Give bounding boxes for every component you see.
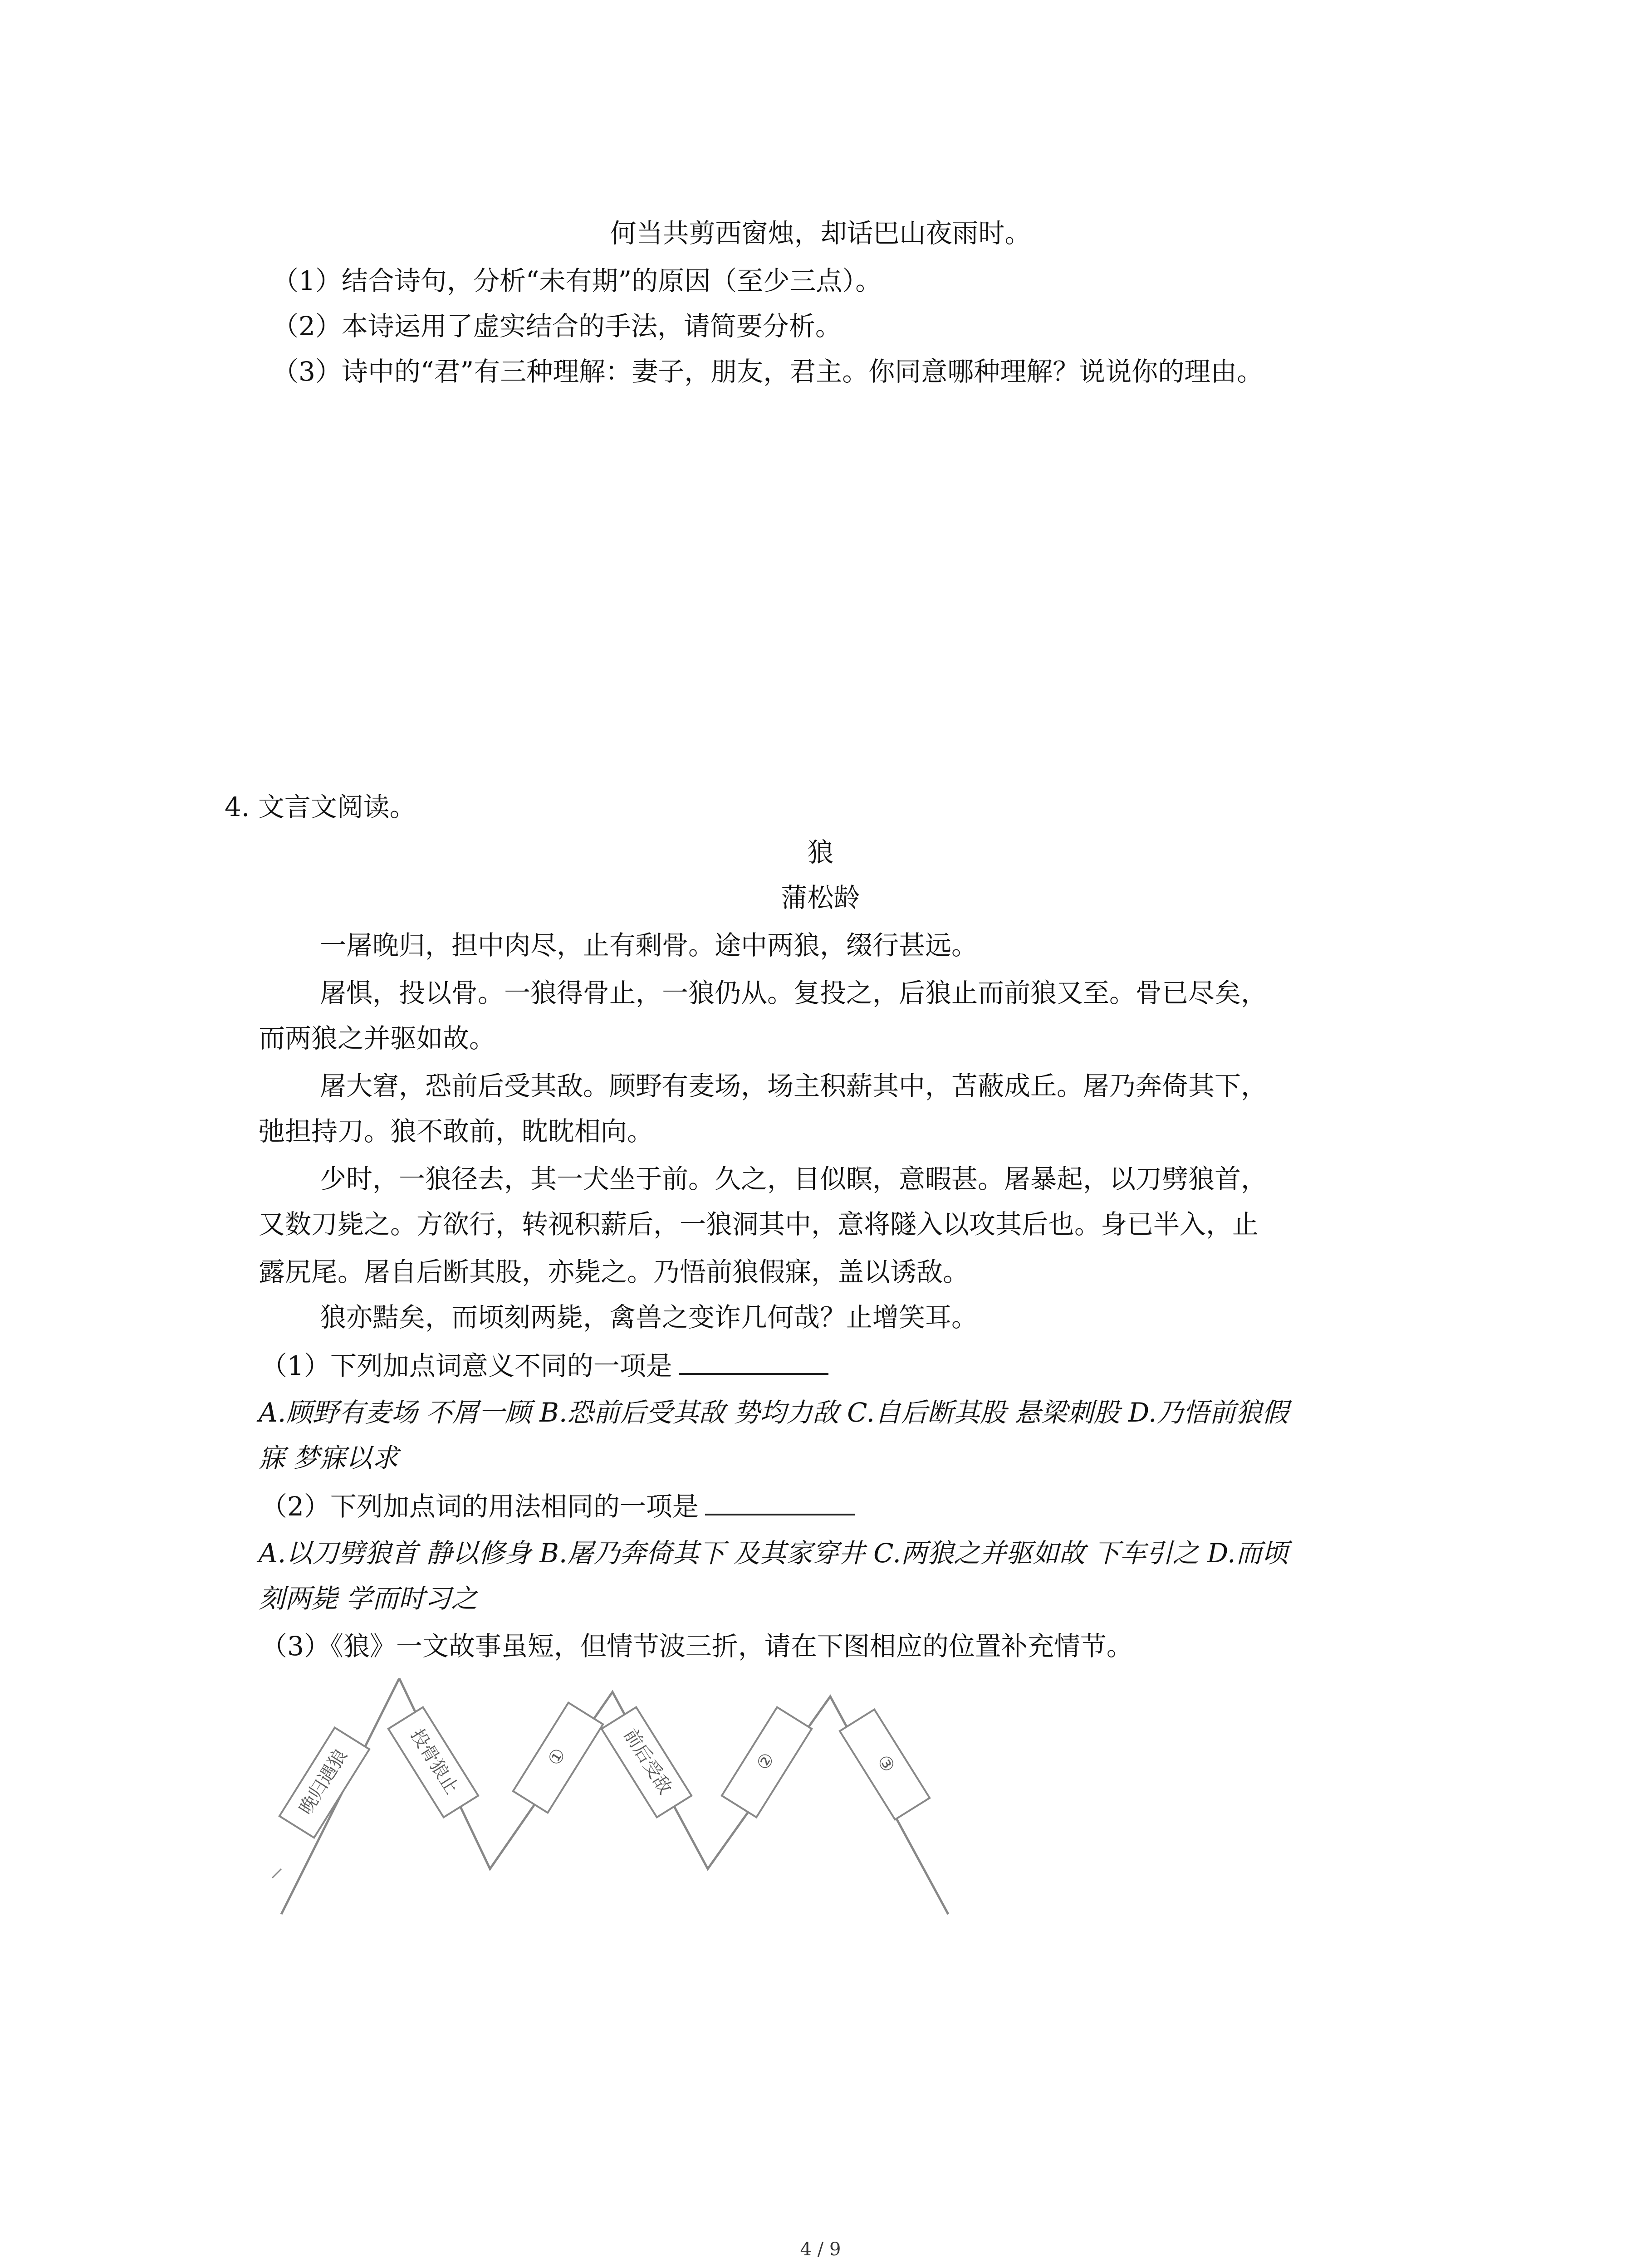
- subquestion-1-text: （1）下列加点词意义不同的一项是: [261, 1350, 672, 1381]
- zigzag-line: [281, 1678, 948, 1914]
- subquestion-1-options: A.顾野有麦场 不屑一顾 B.恐前后受其敌 势均力敌 C.自后断其股 悬梁刺股 D.乃悟前狼假: [259, 1397, 1288, 1428]
- subquestion-2-text: （2）下列加点词的用法相同的一项是: [261, 1491, 699, 1522]
- plot-box-label-6: ③: [872, 1751, 899, 1776]
- passage-paragraph-cont: 露尻尾。屠自后断其股，亦毙之。乃悟前狼假寐，盖以诱敌。: [259, 1256, 970, 1287]
- passage-paragraph: 屠大窘，恐前后受其敌。顾野有麦场，场主积薪其中，苫蔽成丘。屠乃奔倚其下，: [320, 1070, 1268, 1101]
- passage-paragraph: 一屠晚归，担中肉尽，止有剩骨。途中两狼，缀行甚远。: [320, 930, 978, 961]
- passage-paragraph: 少时，一狼径去，其一犬坐于前。久之，目似瞑，意暇甚。屠暴起，以刀劈狼首，: [320, 1163, 1268, 1194]
- passage-title: 狼: [807, 837, 834, 868]
- poem-question-1: （1）结合诗句，分析“未有期”的原因（至少三点）。: [272, 265, 882, 296]
- plot-box-label-5: ②: [752, 1749, 779, 1774]
- subquestion-2-prompt: [261, 1490, 855, 1523]
- plot-box-label-1: 晚归遇狼: [295, 1745, 352, 1818]
- passage-paragraph-cont: 而两狼之并驱如故。: [259, 1023, 496, 1054]
- passage-paragraph-cont: 又数刀毙之。方欲行，转视积薪后，一狼洞其中，意将隧入以攻其后也。身已半入，止: [259, 1209, 1259, 1240]
- subquestion-1-options-cont: 寐 梦寐以求: [259, 1442, 399, 1473]
- poem-last-line: 何当共剪西窗烛，却话巴山夜雨时。: [610, 218, 1031, 249]
- plot-box-label-3: ①: [544, 1745, 570, 1769]
- passage-author: 蒲松龄: [781, 882, 860, 913]
- subquestion-2-options-cont: 刻两毙 学而时习之: [259, 1583, 478, 1614]
- plot-box-3[interactable]: [513, 1703, 603, 1813]
- poem-question-3: （3）诗中的“君”有三种理解：妻子，朋友，君主。你同意哪种理解？说说你的理由。: [272, 356, 1264, 387]
- passage-paragraph: 屠惧，投以骨。一狼得骨止，一狼仍从。复投之，后狼止而前狼又至。骨已尽矣，: [320, 978, 1268, 1008]
- baseline: [272, 1869, 281, 1878]
- section-heading: 4. 文言文阅读。: [225, 792, 416, 822]
- plot-box-label-2: 投骨狼止: [406, 1725, 463, 1798]
- plot-box-2: [388, 1707, 478, 1818]
- plot-box-label-4: 前后受敌: [619, 1725, 676, 1798]
- page-number: 4 / 9: [800, 2239, 841, 2260]
- passage-paragraph: 狼亦黠矣，而顷刻两毙，禽兽之变诈几何哉？止增笑耳。: [320, 1302, 978, 1333]
- subquestion-3-prompt: （3）《狼》一文故事虽短，但情节波三折，请在下图相应的位置补充情节。: [261, 1631, 1133, 1662]
- passage-paragraph-cont: 弛担持刀。狼不敢前，眈眈相向。: [259, 1116, 654, 1147]
- answer-blank-2[interactable]: [705, 1490, 855, 1515]
- plot-box-5[interactable]: [722, 1707, 812, 1818]
- subquestion-1-prompt: [261, 1349, 828, 1382]
- plot-box-6[interactable]: [840, 1710, 930, 1820]
- plot-box-1: [279, 1728, 369, 1838]
- answer-blank-1[interactable]: [679, 1349, 828, 1375]
- plot-box-4: [602, 1707, 691, 1818]
- plot-zigzag-diagram: [254, 1678, 962, 1932]
- subquestion-2-options: A.以刀劈狼首 静以修身 B.屠乃奔倚其下 及其家穿井 C.两狼之并驱如故 下车引之 D.而顷: [259, 1538, 1288, 1569]
- poem-question-2: （2）本诗运用了虚实结合的手法，请简要分析。: [272, 311, 842, 342]
